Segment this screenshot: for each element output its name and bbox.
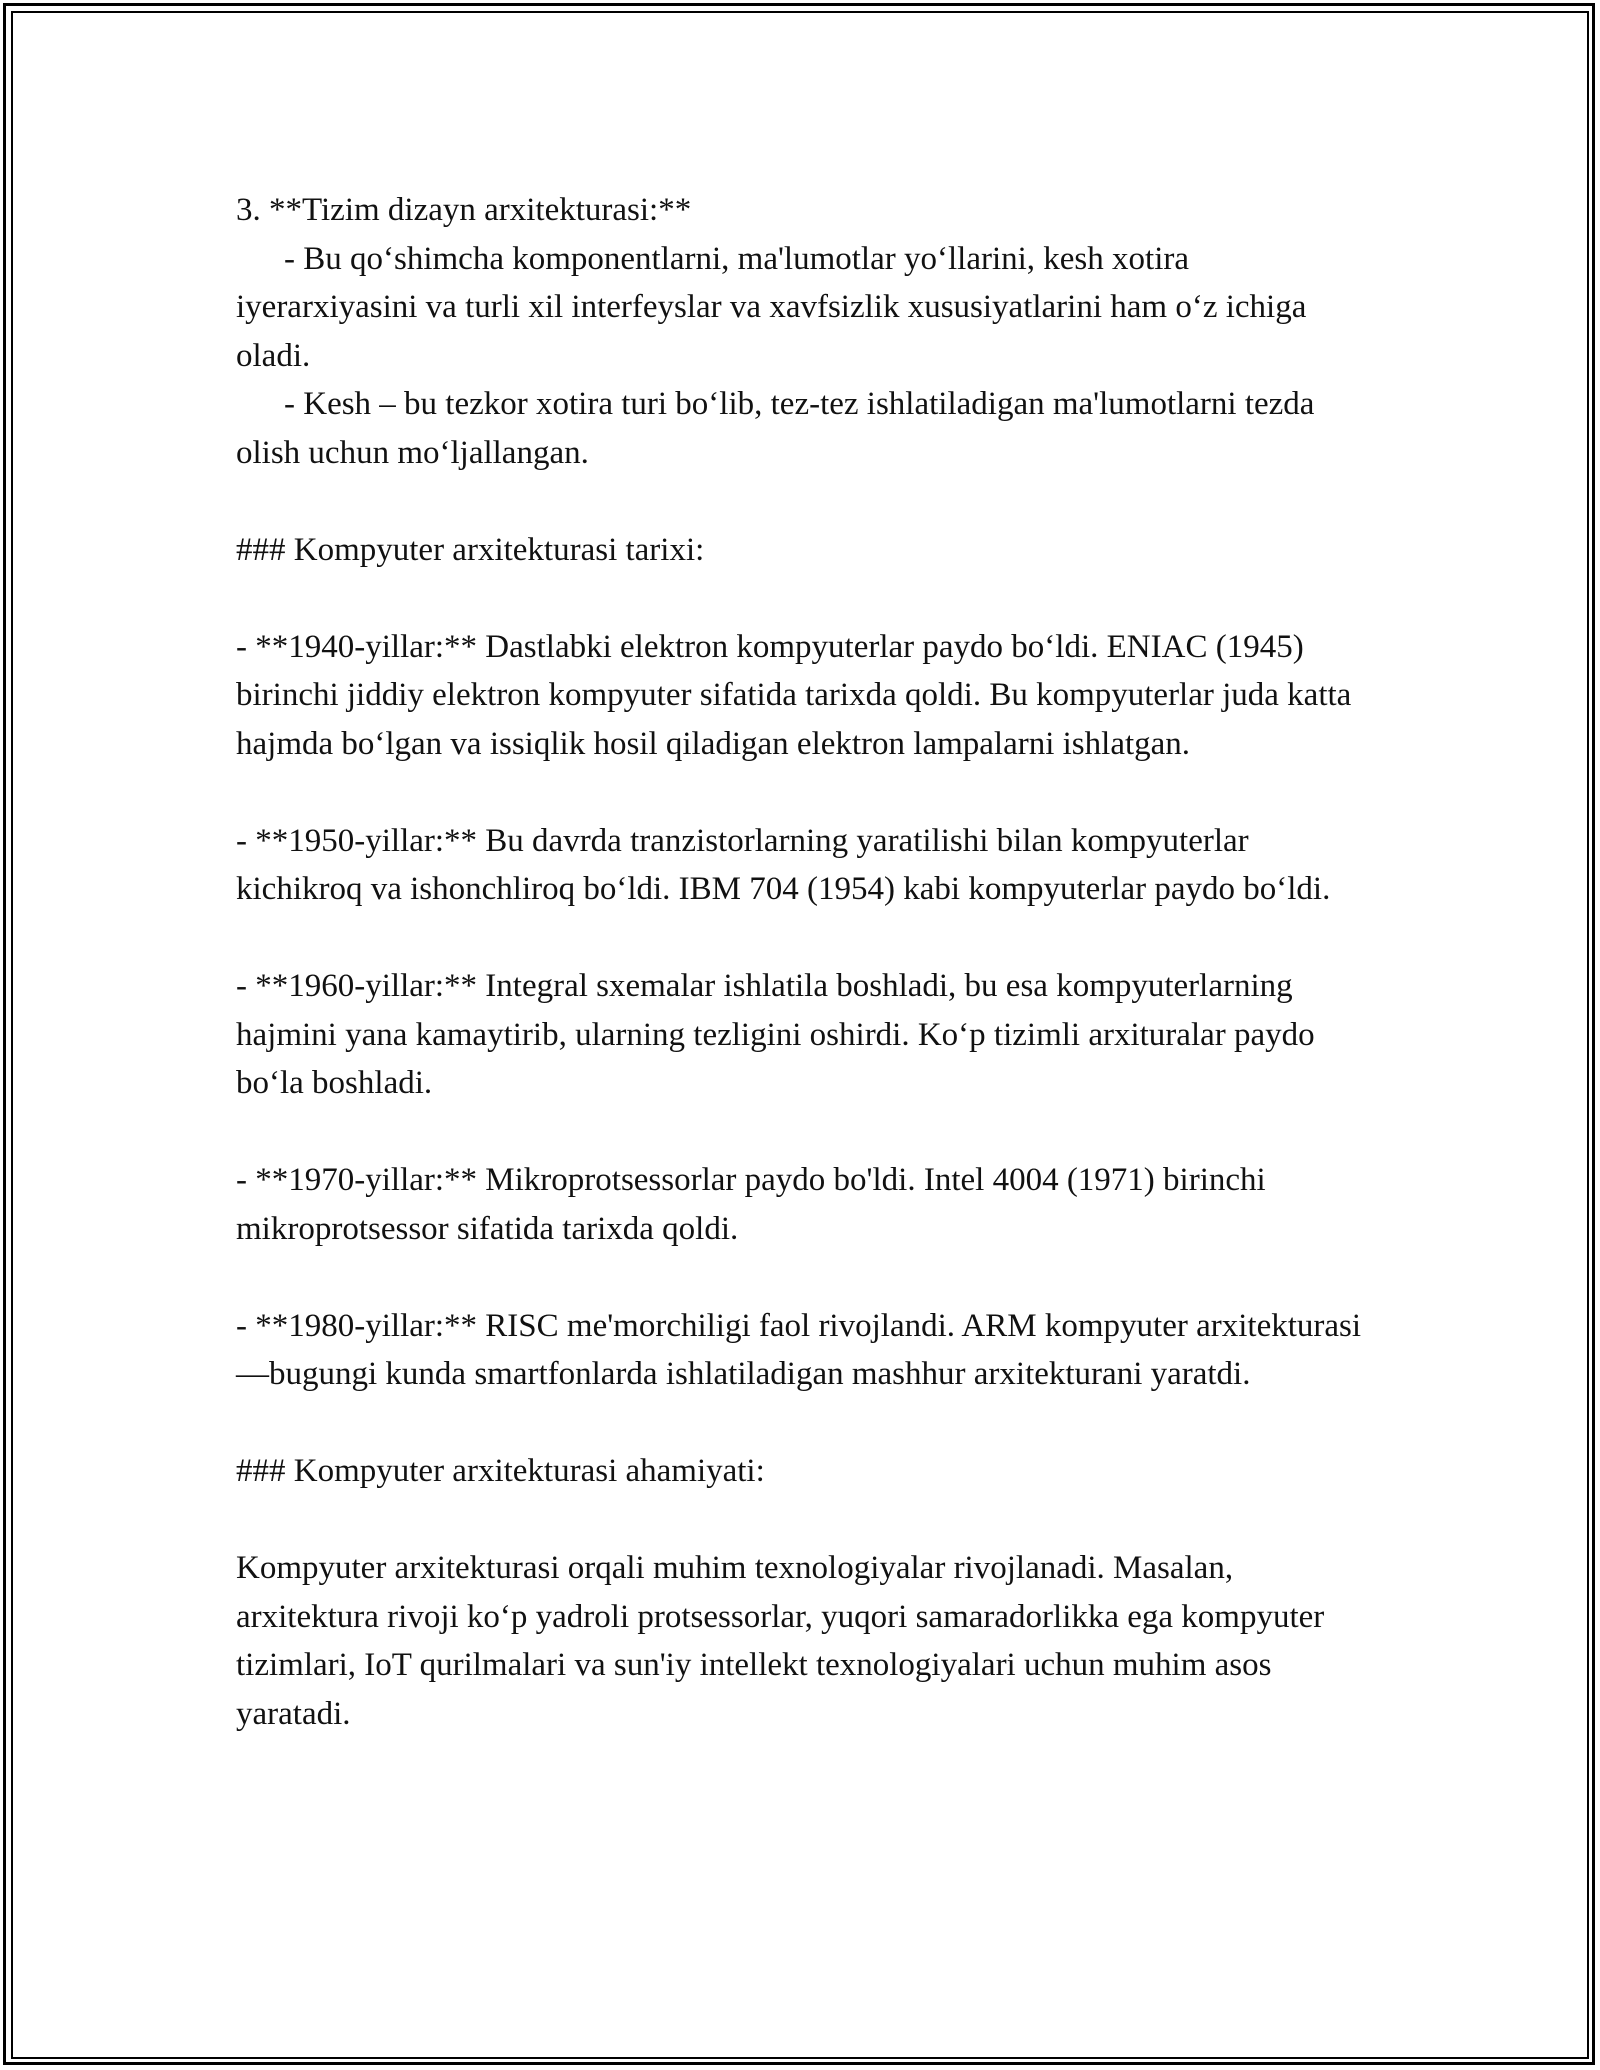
spacer xyxy=(236,1108,1366,1157)
history-item-1960: - **1960-yillar:** Integral sxemalar ishlatila boshladi, bu esa kompyuterlarning hajmini yana kamaytirib, ularning tezligini oshirdi. Ko‘p tizimli arxituralar paydo bo‘la boshladi. xyxy=(236,968,1315,1101)
spacer xyxy=(236,1496,1366,1545)
section-3-bullet-2 xyxy=(236,380,1366,477)
spacer xyxy=(236,1399,1366,1448)
section-3-bullet-2-text: - Kesh – bu tezkor xotira turi bo‘lib, tez-tez ishlatiladigan ma'lumotlarni tezda olish uchun mo‘ljallangan. xyxy=(236,386,1315,471)
importance-heading: ### Kompyuter arxitekturasi ahamiyati: xyxy=(236,1453,765,1489)
history-item-1950: - **1950-yillar:** Bu davrda tranzistorlarning yaratilishi bilan kompyuterlar kichikroq va ishonchliroq bo‘ldi. IBM 704 (1954) kabi kompyuterlar paydo bo‘ldi. xyxy=(236,822,1331,907)
spacer xyxy=(236,477,1366,526)
spacer xyxy=(236,574,1366,623)
spacer xyxy=(236,768,1366,817)
history-item-1980: - **1980-yillar:** RISC me'morchiligi faol rivojlandi. ARM kompyuter arxitekturasi—bugungi kunda smartfonlarda ishlatiladigan mashhur arxitekturani yaratdi. xyxy=(236,1307,1362,1392)
spacer xyxy=(236,1253,1366,1302)
history-heading: ### Kompyuter arxitekturasi tarixi: xyxy=(236,531,705,568)
spacer xyxy=(236,914,1366,963)
section-3-heading: 3. **Tizim dizayn arxitekturasi:** xyxy=(236,192,692,228)
section-3-bullet-1-text: - Bu qo‘shimcha komponentlarni, ma'lumotlar yo‘llarini, kesh xotira iyerarxiyasini va turli xil interfeyslar va xavfsizlik xususiyatlarini ham o‘z ichiga oladi. xyxy=(236,240,1307,374)
history-item-1940: - **1940-yillar:** Dastlabki elektron kompyuterlar paydo bo‘ldi. ENIAC (1945) birinchi jiddiy elektron kompyuter sifatida tarixda qoldi. Bu kompyuterlar juda katta hajmda bo‘lgan va issiqlik hosil qiladigan elektron lampalarni ishlatgan. xyxy=(236,628,1352,762)
history-item-1970: - **1970-yillar:** Mikroprotsessorlar paydo bo'ldi. Intel 4004 (1971) birinchi mikroprotsessor sifatida tarixda qoldi. xyxy=(236,1162,1266,1247)
document-body xyxy=(236,186,1366,1738)
importance-body: Kompyuter arxitekturasi orqali muhim texnologiyalar rivojlanadi. Masalan, arxitektura rivoji ko‘p yadroli protsessorlar, yuqori samaradorlikka ega kompyuter tizimlari, IoT qurilmalari va sun'iy intellekt texnologiyalari uchun muhim asos yaratadi. xyxy=(236,1550,1325,1732)
section-3-bullet-1 xyxy=(236,235,1366,381)
